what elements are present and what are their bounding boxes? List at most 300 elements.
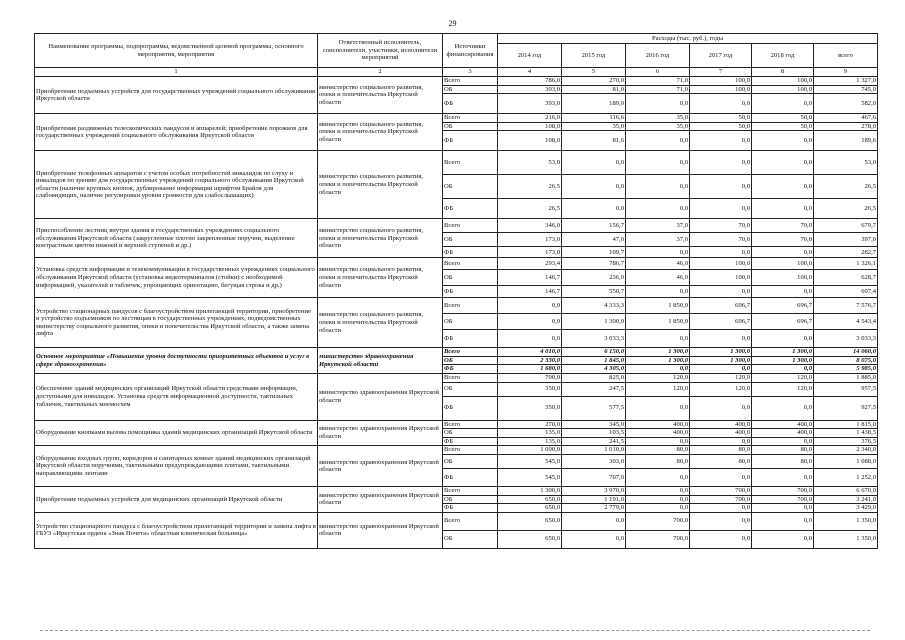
budget-table xyxy=(34,33,878,549)
year-value: 0,0 xyxy=(626,247,690,258)
activity-name: Устройство стационарных пандусов с благоустройством прилегающей территории, приобретение и устройство подъемников по лестницам в государственных учреждениях, подведомственных министерству социального развития, опеки и попечительства Иркутской области, а также замена лифта xyxy=(35,298,318,348)
year-value: 0,0 xyxy=(752,330,814,348)
total-value: 628,7 xyxy=(814,270,878,286)
funding-source: ФБ xyxy=(443,199,498,219)
year-value: 400,0 xyxy=(626,420,690,429)
table-row xyxy=(35,258,878,270)
year-value: 146,7 xyxy=(498,270,562,286)
funding-source: Всего xyxy=(443,298,498,314)
total-value: 26,5 xyxy=(814,175,878,199)
year-value: 1 300,0 xyxy=(752,356,814,365)
total-value: 7 576,7 xyxy=(814,298,878,314)
column-index: 4 xyxy=(498,68,562,77)
year-value: 81,0 xyxy=(562,85,626,94)
column-index: 3 xyxy=(443,68,498,77)
total-value: 1 350,0 xyxy=(814,512,878,530)
year-value: 650,0 xyxy=(498,512,562,530)
year-value: 270,0 xyxy=(562,77,626,86)
year-value: 0,0 xyxy=(690,199,752,219)
year-value: 1 300,0 xyxy=(498,486,562,495)
year-value: 0,0 xyxy=(752,504,814,513)
year-value: 0,0 xyxy=(626,330,690,348)
funding-source: ОБ xyxy=(443,233,498,247)
year-value: 0,0 xyxy=(752,365,814,374)
year-value: 700,0 xyxy=(498,374,562,383)
year-value: 100,0 xyxy=(752,77,814,86)
table-row xyxy=(35,298,878,314)
responsible-executor: министерство социального развития, опеки и попечительства Иркутской области xyxy=(318,114,443,151)
year-value: 80,0 xyxy=(626,446,690,455)
year-value: 50,0 xyxy=(752,114,814,123)
table-row xyxy=(35,77,878,86)
column-index: 7 xyxy=(690,68,752,77)
header-year: 2015 год xyxy=(562,44,626,68)
year-value: 0,0 xyxy=(690,175,752,199)
year-value: 120,0 xyxy=(752,382,814,396)
year-value: 1 850,0 xyxy=(626,314,690,330)
total-value: 697,4 xyxy=(814,286,878,298)
year-value: 50,0 xyxy=(690,114,752,123)
year-value: 0,0 xyxy=(626,365,690,374)
funding-source: ФБ xyxy=(443,94,498,114)
year-value: 650,0 xyxy=(498,530,562,548)
total-value: 1 815,0 xyxy=(814,420,878,429)
column-index: 9 xyxy=(814,68,878,77)
year-value: 53,0 xyxy=(498,151,562,175)
activity-name: Оборудование кнопками вызова помощника зданий медицинских организаций Иркутской области xyxy=(35,420,318,446)
activity-name: Приобретение телефонных аппаратов с учетом особых потребностей инвалидов по слуху и инвалидов по зрению для государственных учреждений социального обслуживания Иркутской области (наличие крупных кнопок, дублирование информации шрифтом Брайля для слабовидящих, наличие регулировки уровня громкости для слабослышащих) xyxy=(35,151,318,219)
year-value: 700,0 xyxy=(626,512,690,530)
total-value: 26,5 xyxy=(814,199,878,219)
year-value: 0,0 xyxy=(752,247,814,258)
header-total: всего xyxy=(814,44,878,68)
total-value: 376,5 xyxy=(814,437,878,446)
funding-source: Всего xyxy=(443,151,498,175)
year-value: 550,7 xyxy=(562,286,626,298)
funding-source: Всего xyxy=(443,114,498,123)
year-value: 81,6 xyxy=(562,131,626,151)
funding-source: Всего xyxy=(443,374,498,383)
funding-source: ОБ xyxy=(443,382,498,396)
year-value: 135,0 xyxy=(498,437,562,446)
total-value: 1 350,0 xyxy=(814,530,878,548)
year-value: 80,0 xyxy=(752,446,814,455)
year-value: 700,0 xyxy=(626,530,690,548)
year-value: 400,0 xyxy=(690,420,752,429)
year-value: 0,0 xyxy=(690,94,752,114)
year-value: 0,0 xyxy=(752,199,814,219)
year-value: 650,0 xyxy=(498,495,562,504)
year-value: 120,0 xyxy=(626,382,690,396)
year-value: 80,0 xyxy=(690,446,752,455)
year-value: 100,0 xyxy=(752,258,814,270)
year-value: 80,0 xyxy=(752,454,814,468)
total-value: 6 670,0 xyxy=(814,486,878,495)
year-value: 400,0 xyxy=(626,429,690,438)
year-value: 103,5 xyxy=(562,429,626,438)
table-row xyxy=(35,219,878,233)
year-value: 650,0 xyxy=(498,504,562,513)
year-value: 0,0 xyxy=(626,396,690,420)
year-value: 825,0 xyxy=(562,374,626,383)
year-value: 400,0 xyxy=(752,429,814,438)
year-value: 100,0 xyxy=(690,258,752,270)
year-value: 270,0 xyxy=(498,420,562,429)
year-value: 0,0 xyxy=(690,286,752,298)
year-value: 0,0 xyxy=(626,131,690,151)
year-value: 393,0 xyxy=(498,85,562,94)
year-value: 46,0 xyxy=(626,270,690,286)
total-value: 2 340,0 xyxy=(814,446,878,455)
year-value: 1 300,0 xyxy=(690,356,752,365)
activity-name: Обеспечение зданий медицинских организаций Иркутской области средствами информации, доступными для инвалидов. Установка средств информационной доступности, тактильных табличек, тактильных мнемосхем xyxy=(35,374,318,421)
header-year: 2017 год xyxy=(690,44,752,68)
year-value: 400,0 xyxy=(690,429,752,438)
funding-source: Всего xyxy=(443,219,498,233)
year-value: 80,0 xyxy=(626,454,690,468)
activity-name: Оборудование входных групп, коридоров и санитарных комнат зданий медицинских организаций Иркутской области поручнями, тактильными предупреждающими плитами, тактильными направляющими лентами xyxy=(35,446,318,487)
year-value: 2 330,0 xyxy=(498,356,562,365)
year-value: 1 300,0 xyxy=(626,356,690,365)
header-executor: Ответственный исполнитель, соисполнители, участники, исполнители мероприятий xyxy=(318,34,443,68)
year-value: 70,0 xyxy=(690,233,752,247)
year-value: 545,0 xyxy=(498,454,562,468)
column-index-row xyxy=(35,68,878,77)
year-value: 1 850,0 xyxy=(626,298,690,314)
header-year: 2018 год xyxy=(752,44,814,68)
table-row xyxy=(35,151,878,175)
year-value: 3 033,3 xyxy=(562,330,626,348)
funding-source: ОБ xyxy=(443,122,498,131)
total-value: 957,5 xyxy=(814,382,878,396)
year-value: 37,0 xyxy=(626,219,690,233)
year-value: 0,0 xyxy=(752,396,814,420)
year-value: 0,0 xyxy=(690,504,752,513)
year-value: 696,7 xyxy=(690,298,752,314)
total-value: 3 241,0 xyxy=(814,495,878,504)
year-value: 100,0 xyxy=(752,85,814,94)
year-value: 100,0 xyxy=(752,270,814,286)
funding-source: ФБ xyxy=(443,437,498,446)
table-row xyxy=(35,420,878,429)
year-value: 47,0 xyxy=(562,233,626,247)
year-value: 0,0 xyxy=(690,437,752,446)
year-value: 0,0 xyxy=(752,437,814,446)
year-value: 108,0 xyxy=(498,122,562,131)
funding-source: Всего xyxy=(443,77,498,86)
total-value: 278,0 xyxy=(814,122,878,131)
year-value: 577,5 xyxy=(562,396,626,420)
year-value: 4 010,0 xyxy=(498,348,562,357)
year-value: 70,0 xyxy=(752,233,814,247)
year-value: 1 300,0 xyxy=(562,314,626,330)
year-value: 6 150,0 xyxy=(562,348,626,357)
year-value: 100,0 xyxy=(690,270,752,286)
funding-source: Всего xyxy=(443,486,498,495)
column-index: 2 xyxy=(318,68,443,77)
year-value: 700,0 xyxy=(690,486,752,495)
funding-source: ОБ xyxy=(443,356,498,365)
year-value: 0,0 xyxy=(626,151,690,175)
year-value: 189,0 xyxy=(562,94,626,114)
year-value: 345,0 xyxy=(562,420,626,429)
total-value: 4 543,4 xyxy=(814,314,878,330)
responsible-executor: министерство здравоохранения Иркутской области xyxy=(318,348,443,374)
year-value: 120,0 xyxy=(626,374,690,383)
year-value: 700,0 xyxy=(752,486,814,495)
year-value: 71,0 xyxy=(626,77,690,86)
year-value: 0,0 xyxy=(690,330,752,348)
header-name: Наименование программы, подпрограммы, ведомственной целевой программы, основного мероприятия, мероприятия xyxy=(35,34,318,68)
responsible-executor: министерство социального развития, опеки и попечительства Иркутской области xyxy=(318,298,443,348)
year-value: 0,0 xyxy=(752,175,814,199)
year-value: 0,0 xyxy=(690,131,752,151)
year-value: 0,0 xyxy=(498,314,562,330)
year-value: 3 970,0 xyxy=(562,486,626,495)
total-value: 3 429,0 xyxy=(814,504,878,513)
year-value: 120,0 xyxy=(690,374,752,383)
year-value: 707,0 xyxy=(562,468,626,486)
year-value: 0,0 xyxy=(752,468,814,486)
year-value: 71,0 xyxy=(626,85,690,94)
funding-source: Всего xyxy=(443,446,498,455)
table-row xyxy=(35,114,878,123)
year-value: 173,0 xyxy=(498,247,562,258)
funding-source: ФБ xyxy=(443,365,498,374)
responsible-executor: министерство здравоохранения Иркутской области xyxy=(318,486,443,512)
funding-source: ОБ xyxy=(443,85,498,94)
year-value: 696,7 xyxy=(690,314,752,330)
table-row xyxy=(35,348,878,357)
total-value: 397,0 xyxy=(814,233,878,247)
year-value: 0,0 xyxy=(626,486,690,495)
year-value: 0,0 xyxy=(626,175,690,199)
activity-name: Устройство стационарного пандуса с благоустройством прилегающей территории и замена лифта в ГБУЗ «Иркутская ордена «Знак Почета» областная клиническая больница» xyxy=(35,512,318,548)
year-value: 400,0 xyxy=(752,420,814,429)
funding-source: Всего xyxy=(443,420,498,429)
year-value: 0,0 xyxy=(752,530,814,548)
year-value: 120,0 xyxy=(690,382,752,396)
year-value: 120,0 xyxy=(752,374,814,383)
year-value: 241,5 xyxy=(562,437,626,446)
year-value: 70,0 xyxy=(690,219,752,233)
activity-name: Установка средств информации и телекоммуникации в государственных учреждениях социального обслуживания Иркутской области (установка видеотерминалов (стойки) с необходимой информацией, указателей и табличек, упрощающих ориентацию, бегущая строка и др.) xyxy=(35,258,318,298)
year-value: 0,0 xyxy=(752,94,814,114)
funding-source: ФБ xyxy=(443,468,498,486)
funding-source: ОБ xyxy=(443,429,498,438)
year-value: 100,0 xyxy=(690,77,752,86)
year-value: 0,0 xyxy=(626,504,690,513)
column-index: 5 xyxy=(562,68,626,77)
funding-source: ФБ xyxy=(443,504,498,513)
responsible-executor: министерство здравоохранения Иркутской области xyxy=(318,420,443,446)
total-value: 1 088,0 xyxy=(814,454,878,468)
year-value: 1 010,0 xyxy=(562,446,626,455)
activity-name: Приспособление лестниц внутри здания в государственных учреждениях социального обслуживания Иркутской области (закругленные плотно закрепленные поручни, выделение контрастным цветом нижней и верхней ступеней и др.) xyxy=(35,219,318,258)
year-value: 0,0 xyxy=(752,151,814,175)
header-year: 2016 год xyxy=(626,44,690,68)
year-value: 0,0 xyxy=(690,396,752,420)
activity-name: Приобретение подъемных устройств для медицинских организаций Иркутской области xyxy=(35,486,318,512)
total-value: 3 033,3 xyxy=(814,330,878,348)
total-value: 679,7 xyxy=(814,219,878,233)
year-value: 696,7 xyxy=(752,298,814,314)
year-value: 37,0 xyxy=(626,233,690,247)
year-value: 26,5 xyxy=(498,199,562,219)
funding-source: ОБ xyxy=(443,314,498,330)
year-value: 700,0 xyxy=(690,495,752,504)
year-value: 1 680,0 xyxy=(498,365,562,374)
total-value: 189,6 xyxy=(814,131,878,151)
year-value: 1 090,0 xyxy=(498,446,562,455)
year-value: 1 845,0 xyxy=(562,356,626,365)
year-value: 0,0 xyxy=(752,131,814,151)
funding-source: ФБ xyxy=(443,131,498,151)
year-value: 0,0 xyxy=(626,437,690,446)
year-value: 0,0 xyxy=(690,512,752,530)
table-row xyxy=(35,374,878,383)
year-value: 696,7 xyxy=(752,314,814,330)
total-value: 1 885,0 xyxy=(814,374,878,383)
responsible-executor: министерство здравоохранения Иркутской области xyxy=(318,512,443,548)
total-value: 1 252,0 xyxy=(814,468,878,486)
year-value: 35,0 xyxy=(626,122,690,131)
total-value: 1 327,0 xyxy=(814,77,878,86)
year-value: 350,0 xyxy=(498,382,562,396)
year-value: 0,0 xyxy=(562,199,626,219)
year-value: 303,0 xyxy=(562,454,626,468)
funding-source: Всего xyxy=(443,512,498,530)
year-value: 0,0 xyxy=(626,199,690,219)
year-value: 35,0 xyxy=(562,122,626,131)
year-value: 346,0 xyxy=(498,219,562,233)
year-value: 50,0 xyxy=(752,122,814,131)
funding-source: ФБ xyxy=(443,396,498,420)
funding-source: ОБ xyxy=(443,270,498,286)
year-value: 0,0 xyxy=(626,286,690,298)
table-row xyxy=(35,512,878,530)
scan-edge-line xyxy=(40,630,870,631)
year-value: 173,0 xyxy=(498,233,562,247)
total-value: 582,0 xyxy=(814,94,878,114)
year-value: 109,7 xyxy=(562,247,626,258)
year-value: 0,0 xyxy=(690,530,752,548)
year-value: 116,6 xyxy=(562,114,626,123)
year-value: 1 300,0 xyxy=(752,348,814,357)
total-value: 14 060,0 xyxy=(814,348,878,357)
year-value: 216,0 xyxy=(498,114,562,123)
year-value: 0,0 xyxy=(626,495,690,504)
table-row xyxy=(35,446,878,455)
year-value: 108,0 xyxy=(498,131,562,151)
year-value: 156,7 xyxy=(562,219,626,233)
total-value: 467,6 xyxy=(814,114,878,123)
column-index: 8 xyxy=(752,68,814,77)
funding-source: ОБ xyxy=(443,454,498,468)
activity-name: Основное мероприятие «Повышение уровня доступности приоритетных объектов и услуг в сфере здравоохранения» xyxy=(35,348,318,374)
year-value: 0,0 xyxy=(562,151,626,175)
year-value: 247,5 xyxy=(562,382,626,396)
total-value: 927,5 xyxy=(814,396,878,420)
responsible-executor: министерство социального развития, опеки и попечительства Иркутской области xyxy=(318,219,443,258)
funding-source: Всего xyxy=(443,258,498,270)
table-body xyxy=(35,77,878,549)
activity-name: Приобретение подъемных устройств для государственных учреждений социального обслуживания Иркутской области xyxy=(35,77,318,114)
year-value: 0,0 xyxy=(690,365,752,374)
funding-source: ФБ xyxy=(443,247,498,258)
year-value: 46,0 xyxy=(626,258,690,270)
total-value: 8 075,0 xyxy=(814,356,878,365)
year-value: 0,0 xyxy=(498,330,562,348)
year-value: 2 779,0 xyxy=(562,504,626,513)
year-value: 0,0 xyxy=(752,286,814,298)
total-value: 1 326,1 xyxy=(814,258,878,270)
total-value: 5 985,0 xyxy=(814,365,878,374)
total-value: 1 438,5 xyxy=(814,429,878,438)
year-value: 236,0 xyxy=(562,270,626,286)
year-value: 26,5 xyxy=(498,175,562,199)
year-value: 1 300,0 xyxy=(626,348,690,357)
funding-source: ОБ xyxy=(443,530,498,548)
year-value: 393,0 xyxy=(498,94,562,114)
year-value: 0,0 xyxy=(562,512,626,530)
year-value: 786,0 xyxy=(498,77,562,86)
year-value: 0,0 xyxy=(690,468,752,486)
header-year: 2014 год xyxy=(498,44,562,68)
total-value: 282,7 xyxy=(814,247,878,258)
year-value: 1 300,0 xyxy=(690,348,752,357)
funding-source: ОБ xyxy=(443,495,498,504)
column-index: 1 xyxy=(35,68,318,77)
year-value: 146,7 xyxy=(498,286,562,298)
year-value: 1 191,0 xyxy=(562,495,626,504)
funding-source: ОБ xyxy=(443,175,498,199)
responsible-executor: министерство социального развития, опеки и попечительства Иркутской области xyxy=(318,258,443,298)
responsible-executor: министерство социального развития, опеки и попечительства Иркутской области xyxy=(318,151,443,219)
column-index: 6 xyxy=(626,68,690,77)
page-number: 29 xyxy=(448,19,457,28)
year-value: 293,4 xyxy=(498,258,562,270)
responsible-executor: министерство здравоохранения Иркутской области xyxy=(318,374,443,421)
activity-name: Приобретение раздвижных телескопических пандусов и аппарелей; приобретение порожков для государственных учреждений социального обслуживания Иркутской области xyxy=(35,114,318,151)
year-value: 545,0 xyxy=(498,468,562,486)
year-value: 70,0 xyxy=(752,219,814,233)
responsible-executor: министерство социального развития, опеки и попечительства Иркутской области xyxy=(318,77,443,114)
funding-source: ФБ xyxy=(443,330,498,348)
year-value: 0,0 xyxy=(562,175,626,199)
total-value: 53,0 xyxy=(814,151,878,175)
year-value: 0,0 xyxy=(752,512,814,530)
table-row xyxy=(35,486,878,495)
year-value: 4 305,0 xyxy=(562,365,626,374)
year-value: 0,0 xyxy=(626,468,690,486)
year-value: 0,0 xyxy=(626,94,690,114)
total-value: 745,0 xyxy=(814,85,878,94)
year-value: 700,0 xyxy=(752,495,814,504)
year-value: 50,0 xyxy=(690,122,752,131)
year-value: 4 333,3 xyxy=(562,298,626,314)
funding-source: ФБ xyxy=(443,286,498,298)
year-value: 135,0 xyxy=(498,429,562,438)
year-value: 786,7 xyxy=(562,258,626,270)
year-value: 0,0 xyxy=(690,151,752,175)
year-value: 350,0 xyxy=(498,396,562,420)
header-source: Источники финансирования xyxy=(443,34,498,68)
year-value: 0,0 xyxy=(562,530,626,548)
year-value: 35,0 xyxy=(626,114,690,123)
year-value: 0,0 xyxy=(498,298,562,314)
header-expenses: Расходы (тыс. руб.), годы xyxy=(498,34,878,44)
